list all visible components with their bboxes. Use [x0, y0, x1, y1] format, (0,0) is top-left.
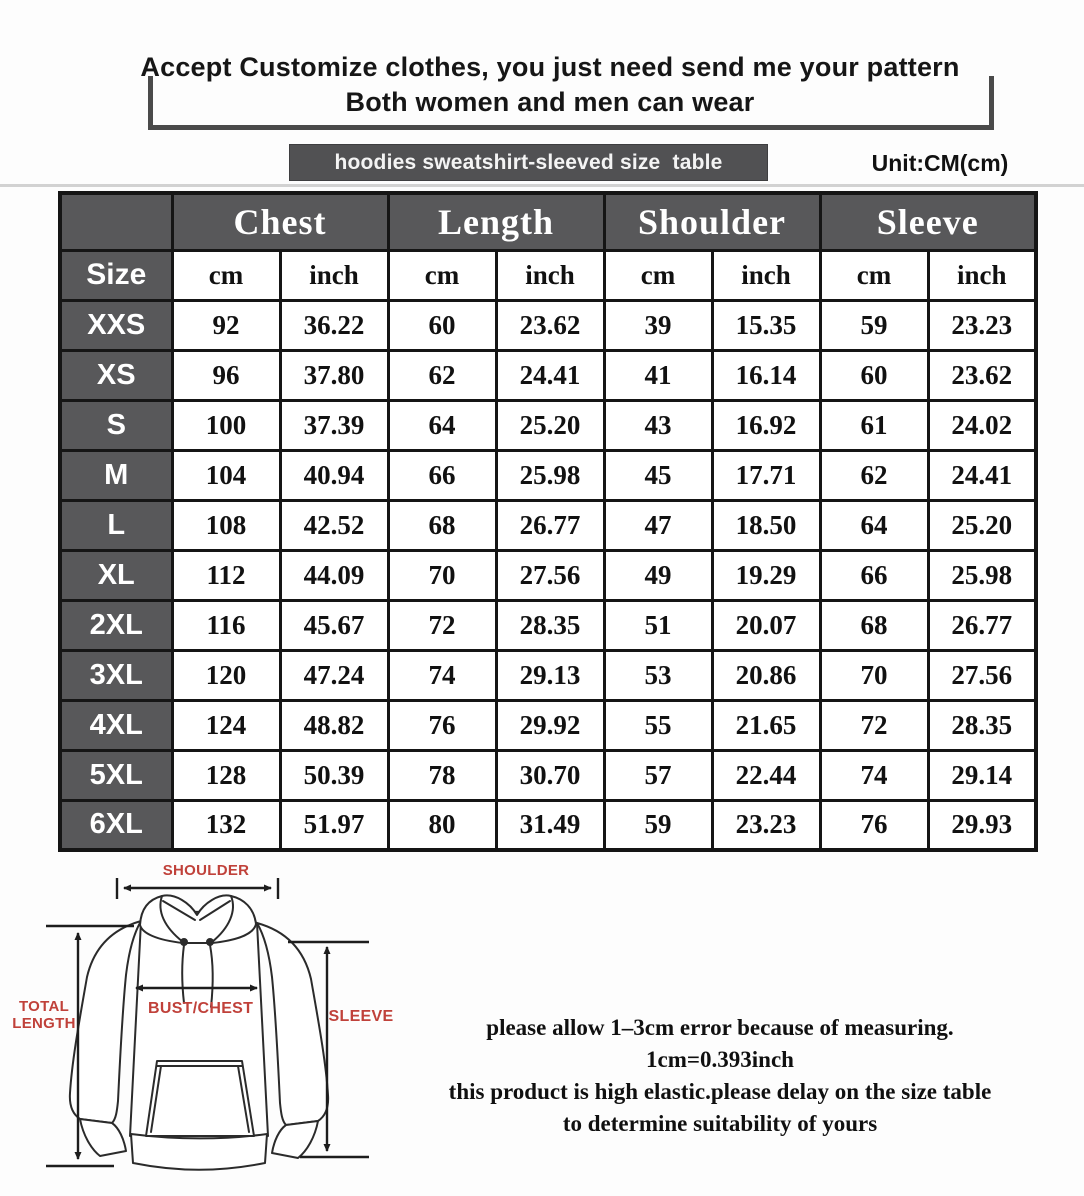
- unit-header-cell: inch: [280, 250, 388, 300]
- value-cell: 74: [388, 650, 496, 700]
- table-row: [60, 500, 1036, 550]
- unit-header-cell: inch: [712, 250, 820, 300]
- value-cell: 64: [388, 400, 496, 450]
- unit-header-cell: inch: [496, 250, 604, 300]
- value-cell: 116: [172, 600, 280, 650]
- header-line2: Both women and men can wear: [345, 87, 755, 117]
- value-cell: 59: [604, 800, 712, 850]
- size-label-cell: S: [60, 400, 172, 450]
- value-cell: 27.56: [928, 650, 1036, 700]
- unit-header-cell: cm: [604, 250, 712, 300]
- group-header-row: [60, 193, 1036, 250]
- size-label-cell: XL: [60, 550, 172, 600]
- divider-line: [0, 184, 1084, 187]
- value-cell: 40.94: [280, 450, 388, 500]
- value-cell: 76: [820, 800, 928, 850]
- value-cell: 60: [820, 350, 928, 400]
- value-cell: 23.62: [928, 350, 1036, 400]
- hoodie-right-sleeve: [257, 923, 328, 1125]
- size-label-cell: 2XL: [60, 600, 172, 650]
- value-cell: 25.20: [496, 400, 604, 450]
- note-line1: please allow 1–3cm error because of measuring.: [486, 1015, 954, 1040]
- unit-header-cell: cm: [172, 250, 280, 300]
- value-cell: 62: [820, 450, 928, 500]
- table-row: [60, 450, 1036, 500]
- value-cell: 68: [388, 500, 496, 550]
- value-cell: 28.35: [496, 600, 604, 650]
- corner-cell: [60, 193, 172, 250]
- size-label-cell: 4XL: [60, 700, 172, 750]
- value-cell: 16.14: [712, 350, 820, 400]
- value-cell: 104: [172, 450, 280, 500]
- value-cell: 25.20: [928, 500, 1036, 550]
- value-cell: 16.92: [712, 400, 820, 450]
- value-cell: 50.39: [280, 750, 388, 800]
- value-cell: 48.82: [280, 700, 388, 750]
- table-row: [60, 750, 1036, 800]
- table-row: [60, 350, 1036, 400]
- bust-chest-label: BUST/CHEST: [148, 1000, 254, 1017]
- value-cell: 45.67: [280, 600, 388, 650]
- value-cell: 37.39: [280, 400, 388, 450]
- value-cell: 42.52: [280, 500, 388, 550]
- value-cell: 21.65: [712, 700, 820, 750]
- value-cell: 24.41: [496, 350, 604, 400]
- unit-label: Unit:CM(cm): [871, 150, 1009, 176]
- value-cell: 64: [820, 500, 928, 550]
- header-line1: Accept Customize clothes, you just need send me your pattern: [140, 52, 960, 82]
- value-cell: 26.77: [496, 500, 604, 550]
- header-text: [60, 50, 1040, 120]
- total-length-label-line1: TOTAL: [18, 998, 70, 1015]
- group-header-shoulder: Shoulder: [604, 193, 820, 250]
- value-cell: 57: [604, 750, 712, 800]
- total-length-label-line2: LENGTH: [12, 1015, 76, 1032]
- value-cell: 72: [820, 700, 928, 750]
- value-cell: 120: [172, 650, 280, 700]
- value-cell: 27.56: [496, 550, 604, 600]
- value-cell: 24.41: [928, 450, 1036, 500]
- hoodie-right-cuff: [272, 1121, 318, 1158]
- size-label-cell: L: [60, 500, 172, 550]
- unit-header-cell: cm: [820, 250, 928, 300]
- unit-header-cell: inch: [928, 250, 1036, 300]
- total-length-label: [6, 998, 82, 1032]
- value-cell: 108: [172, 500, 280, 550]
- size-label-cell: M: [60, 450, 172, 500]
- table-row: [60, 300, 1036, 350]
- value-cell: 78: [388, 750, 496, 800]
- value-cell: 31.49: [496, 800, 604, 850]
- value-cell: 66: [388, 450, 496, 500]
- group-header-length: Length: [388, 193, 604, 250]
- hoodie-drawing: [70, 895, 328, 1169]
- note-line2: 1cm=0.393inch: [646, 1047, 794, 1072]
- value-cell: 44.09: [280, 550, 388, 600]
- size-label-cell: XS: [60, 350, 172, 400]
- value-cell: 17.71: [712, 450, 820, 500]
- value-cell: 41: [604, 350, 712, 400]
- value-cell: 62: [388, 350, 496, 400]
- value-cell: 61: [820, 400, 928, 450]
- sleeve-label: SLEEVE: [328, 1008, 394, 1025]
- table-row: [60, 550, 1036, 600]
- size-label-cell: 6XL: [60, 800, 172, 850]
- size-label-cell: XXS: [60, 300, 172, 350]
- value-cell: 43: [604, 400, 712, 450]
- value-cell: 59: [820, 300, 928, 350]
- shoulder-label: SHOULDER: [162, 862, 250, 879]
- value-cell: 51: [604, 600, 712, 650]
- value-cell: 30.70: [496, 750, 604, 800]
- value-cell: 66: [820, 550, 928, 600]
- group-header-sleeve: Sleeve: [820, 193, 1036, 250]
- size-label-cell: 5XL: [60, 750, 172, 800]
- table-row: [60, 600, 1036, 650]
- value-cell: 36.22: [280, 300, 388, 350]
- value-cell: 55: [604, 700, 712, 750]
- value-cell: 112: [172, 550, 280, 600]
- hoodie-hem: [131, 1134, 267, 1170]
- value-cell: 72: [388, 600, 496, 650]
- size-table: [58, 191, 1038, 852]
- value-cell: 28.35: [928, 700, 1036, 750]
- value-cell: 23.23: [928, 300, 1036, 350]
- value-cell: 124: [172, 700, 280, 750]
- size-table-wrap: [58, 191, 1034, 852]
- value-cell: 60: [388, 300, 496, 350]
- value-cell: 25.98: [496, 450, 604, 500]
- value-cell: 22.44: [712, 750, 820, 800]
- hoodie-hood: [140, 895, 256, 943]
- note-line4: to determine suitability of yours: [562, 1111, 878, 1136]
- value-cell: 39: [604, 300, 712, 350]
- value-cell: 26.77: [928, 600, 1036, 650]
- value-cell: 29.13: [496, 650, 604, 700]
- value-cell: 49: [604, 550, 712, 600]
- value-cell: 45: [604, 450, 712, 500]
- notes-block: [400, 1012, 1040, 1140]
- table-row: [60, 700, 1036, 750]
- value-cell: 37.80: [280, 350, 388, 400]
- hoodie-pocket: [146, 1061, 254, 1136]
- value-cell: 47: [604, 500, 712, 550]
- value-cell: 23.23: [712, 800, 820, 850]
- value-cell: 20.86: [712, 650, 820, 700]
- value-cell: 29.14: [928, 750, 1036, 800]
- value-cell: 25.98: [928, 550, 1036, 600]
- table-row: [60, 650, 1036, 700]
- value-cell: 19.29: [712, 550, 820, 600]
- value-cell: 51.97: [280, 800, 388, 850]
- size-header-cell: Size: [60, 250, 172, 300]
- value-cell: 47.24: [280, 650, 388, 700]
- table-row: [60, 400, 1036, 450]
- group-header-chest: Chest: [172, 193, 388, 250]
- value-cell: 24.02: [928, 400, 1036, 450]
- value-cell: 20.07: [712, 600, 820, 650]
- value-cell: 96: [172, 350, 280, 400]
- value-cell: 92: [172, 300, 280, 350]
- size-label-cell: 3XL: [60, 650, 172, 700]
- value-cell: 68: [820, 600, 928, 650]
- value-cell: 74: [820, 750, 928, 800]
- unit-header-cell: cm: [388, 250, 496, 300]
- value-cell: 53: [604, 650, 712, 700]
- value-cell: 100: [172, 400, 280, 450]
- value-cell: 23.62: [496, 300, 604, 350]
- value-cell: 70: [388, 550, 496, 600]
- value-cell: 132: [172, 800, 280, 850]
- table-row: [60, 800, 1036, 850]
- value-cell: 15.35: [712, 300, 820, 350]
- note-line3: this product is high elastic.please delay on the size table: [448, 1079, 992, 1104]
- table-title-banner: hoodies sweatshirt-sleeved size table: [289, 144, 768, 181]
- value-cell: 29.93: [928, 800, 1036, 850]
- hoodie-left-cuff: [80, 1119, 126, 1156]
- value-cell: 128: [172, 750, 280, 800]
- value-cell: 76: [388, 700, 496, 750]
- value-cell: 70: [820, 650, 928, 700]
- subheader-row: [60, 250, 1036, 300]
- value-cell: 18.50: [712, 500, 820, 550]
- value-cell: 80: [388, 800, 496, 850]
- value-cell: 29.92: [496, 700, 604, 750]
